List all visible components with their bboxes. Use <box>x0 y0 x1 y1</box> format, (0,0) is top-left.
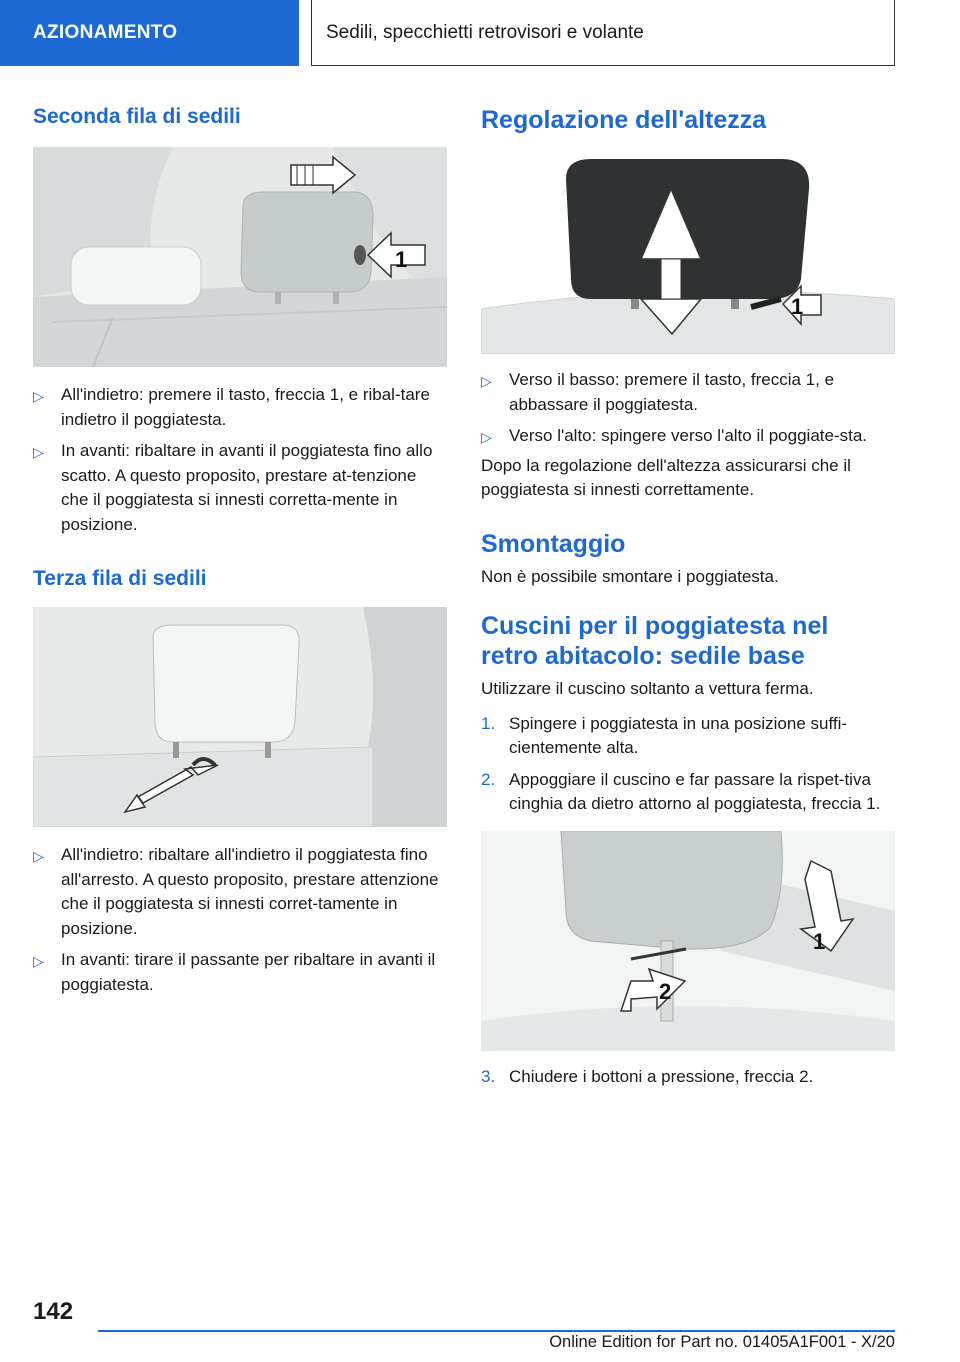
callout-2: 2 <box>659 978 672 1004</box>
footer-divider <box>98 1330 895 1332</box>
triangle-bullet-icon: ▷ <box>33 444 44 460</box>
figure-cushion <box>481 831 895 1051</box>
step-number: 1. <box>481 713 496 733</box>
triangle-bullet-icon: ▷ <box>481 429 492 445</box>
list-item: ▷ All'indietro: premere il tasto, freccia 1, e ribal-tare indietro il poggiatesta. <box>33 385 430 429</box>
list-item: ▷ In avanti: tirare il passante per ribaltare in avanti il poggiatesta. <box>33 950 436 994</box>
callout-1: 1 <box>791 294 804 319</box>
heading-removal: Smontaggio <box>481 529 626 558</box>
figure-third-row-headrest <box>33 607 447 827</box>
cushions-intro: Utilizzare il cuscino soltanto a vettura ferma. <box>481 679 814 698</box>
list-item: 1. Spingere i poggiatesta in una posizione suffi-cientemente alta. <box>481 713 848 757</box>
list-item: 2. Appoggiare il cuscino e far passare la rispet-tiva cinghia da dietro attorno al poggiatesta, freccia 1. <box>481 769 881 813</box>
height-note: Dopo la regolazione dell'altezza assicurarsi che il poggiatesta si innesti correttamente. <box>481 455 851 499</box>
removal-text: Non è possibile smontare i poggiatesta. <box>481 566 779 586</box>
page-number: 142 <box>33 1298 74 1325</box>
triangle-bullet-icon: ▷ <box>33 848 44 864</box>
step-number: 2. <box>481 769 496 789</box>
callout-1: 1 <box>813 928 826 954</box>
section-tab <box>0 0 299 66</box>
chapter-label: Sedili, specchietti retrovisori e volante <box>326 21 644 43</box>
figure-second-row-headrest <box>33 147 447 367</box>
cushion-steps <box>481 712 895 817</box>
triangle-bullet-icon: ▷ <box>33 953 44 969</box>
section-label: AZIONAMENTO <box>33 22 178 43</box>
chapter-title <box>311 0 895 66</box>
step-number: 3. <box>481 1066 496 1086</box>
third-row-instructions <box>33 843 447 997</box>
triangle-bullet-icon: ▷ <box>481 373 492 389</box>
figure-height-adjustment <box>481 149 895 354</box>
heading-second-row: Seconda fila di sedili <box>33 105 241 128</box>
triangle-bullet-icon: ▷ <box>33 388 44 404</box>
left-column <box>33 95 447 1004</box>
list-item: ▷ All'indietro: ribaltare all'indietro il poggiatesta fino all'arresto. A questo proposito, prestare attenzione che il poggiatesta si innesti corret-tamente in posizione. <box>33 845 439 938</box>
heading-third-row: Terza fila di sedili <box>33 567 207 590</box>
cushion-steps-continued <box>481 1065 895 1090</box>
list-item: 3. Chiudere i bottoni a pressione, freccia 2. <box>481 1065 895 1090</box>
list-item: ▷ In avanti: ribaltare in avanti il poggiatesta fino allo scatto. A questo proposito, prestare at-tenzione che il poggiatesta si innesti corretta-mente in posizione. <box>33 441 433 534</box>
right-column <box>481 95 895 1096</box>
list-item: ▷ Verso il basso: premere il tasto, freccia 1, e abbassare il poggiatesta. <box>481 370 835 414</box>
heading-height-adjustment: Regolazione dell'altezza <box>481 106 767 134</box>
heading-cushions: Cuscini per il poggiatesta nel retro abitacolo: sedile base <box>481 612 829 670</box>
footer-edition: Online Edition for Part no. 01405A1F001 - X/20 <box>549 1333 895 1351</box>
height-instructions <box>481 368 895 449</box>
list-item: ▷ Verso l'alto: spingere verso l'alto il poggiate-sta. <box>481 424 895 449</box>
callout-1: 1 <box>395 247 408 272</box>
second-row-instructions <box>33 383 447 537</box>
